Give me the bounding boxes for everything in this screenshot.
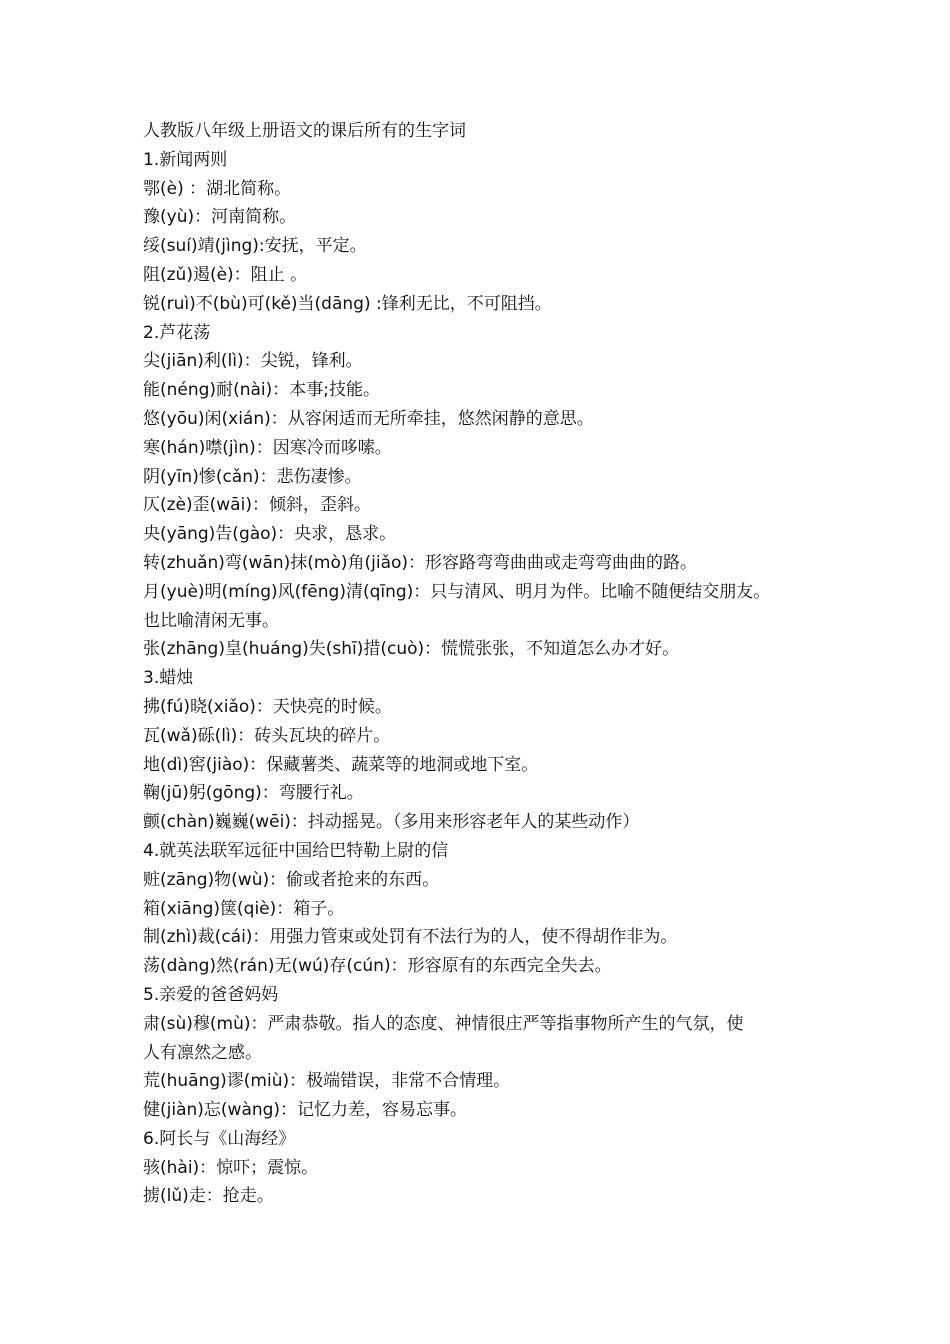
document-title: 人教版八年级上册语文的课后所有的生字词 [143, 121, 466, 141]
vocab-entry: 悠(yōu)闲(xián)：从容闲适而无所牵挂，悠然闲静的意思。 [143, 408, 594, 429]
vocab-entry: 张(zhāng)皇(huáng)失(shī)措(cuò)：慌慌张张，不知道怎么办才好。 [143, 639, 680, 660]
vocab-entry: 瓦(wǎ)砾(lì)：砖头瓦块的碎片。 [143, 725, 391, 746]
vocab-entry: 转(zhuǎn)弯(wān)抹(mò)角(jiǎo)：形容路弯弯曲曲或走弯弯曲曲的路。 [143, 552, 698, 573]
document-page [143, 117, 823, 1211]
vocab-entry: 赃(zāng)物(wù)：偷或者抢来的东西。 [143, 869, 440, 890]
vocab-entry: 地(dì)窖(jiào)：保藏薯类、蔬菜等的地洞或地下室。 [143, 754, 539, 775]
vocab-entry: 鞠(jū)躬(gōng)：弯腰行礼。 [143, 783, 364, 804]
vocab-entry: 健(jiàn)忘(wàng)：记忆力差，容易忘事。 [143, 1100, 468, 1121]
section-heading: 5.亲爱的爸爸妈妈 [143, 984, 279, 1005]
vocab-entry: 豫(yù)：河南简称。 [143, 207, 297, 228]
vocab-entry: 阻(zǔ)遏(è)：阻止 。 [143, 264, 308, 285]
vocab-entry: 仄(zè)歪(wāi)：倾斜，歪斜。 [143, 495, 371, 516]
vocab-entry: 央(yāng)告(gào)：央求，恳求。 [143, 524, 397, 545]
vocab-entry: 能(néng)耐(nài)：本事;技能。 [143, 380, 380, 401]
vocab-entry: 绥(suí)靖(jìng):安抚，平定。 [143, 236, 367, 257]
vocab-entry: 荡(dàng)然(rán)无(wú)存(cún)：形容原有的东西完全失去。 [143, 956, 612, 977]
vocab-entry: 颤(chàn)巍巍(wēi)：抖动摇晃。（多用来形容老年人的某些动作） [143, 812, 640, 833]
vocab-entry: 尖(jiān)利(lì)：尖锐，锋利。 [143, 351, 363, 372]
vocab-entry: 鄂(è) ：湖北简称。 [143, 178, 292, 199]
section-heading: 4.就英法联军远征中国给巴特勒上尉的信 [143, 840, 449, 861]
vocab-entry: 制(zhì)裁(cái)：用强力管束或处罚有不法行为的人，使不得胡作非为。 [143, 927, 678, 948]
vocab-entry: 肃(sù)穆(mù)：严肃恭敬。指人的态度、神情很庄严等指事物所产生的气氛，使 [143, 1013, 744, 1034]
vocab-entry: 寒(hán)噤(jìn)：因寒冷而哆嗦。 [143, 437, 392, 458]
section-heading: 3.蜡烛 [143, 668, 194, 689]
vocab-entry: 骇(hài)：惊吓；震惊。 [143, 1157, 319, 1178]
vocab-entry: 荒(huāng)谬(miù)：极端错误，非常不合情理。 [143, 1071, 511, 1092]
vocab-entry: 锐(ruì)不(bù)可(kě)当(dāng) :锋利无比，不可阻挡。 [143, 293, 552, 314]
vocab-entry-continuation: 也比喻清闲无事。 [143, 610, 279, 631]
vocab-entry: 掳(lǔ)走：抢走。 [143, 1186, 274, 1207]
vocab-entry: 箱(xiāng)箧(qiè)：箱子。 [143, 898, 345, 919]
vocab-entry: 拂(fú)晓(xiǎo)：天快亮的时候。 [143, 696, 392, 717]
vocab-entry: 月(yuè)明(míng)风(fēng)清(qīng)：只与清风、明月为伴。比喻不随便结交朋友。 [143, 581, 771, 602]
vocab-entry-continuation: 人有凛然之感。 [143, 1042, 262, 1063]
section-heading: 2.芦花荡 [143, 322, 211, 343]
section-heading: 6.阿长与《山海经》 [143, 1128, 296, 1149]
section-heading: 1.新闻两则 [143, 149, 228, 170]
vocab-entry: 阴(yīn)惨(cǎn)：悲伤凄惨。 [143, 466, 362, 487]
